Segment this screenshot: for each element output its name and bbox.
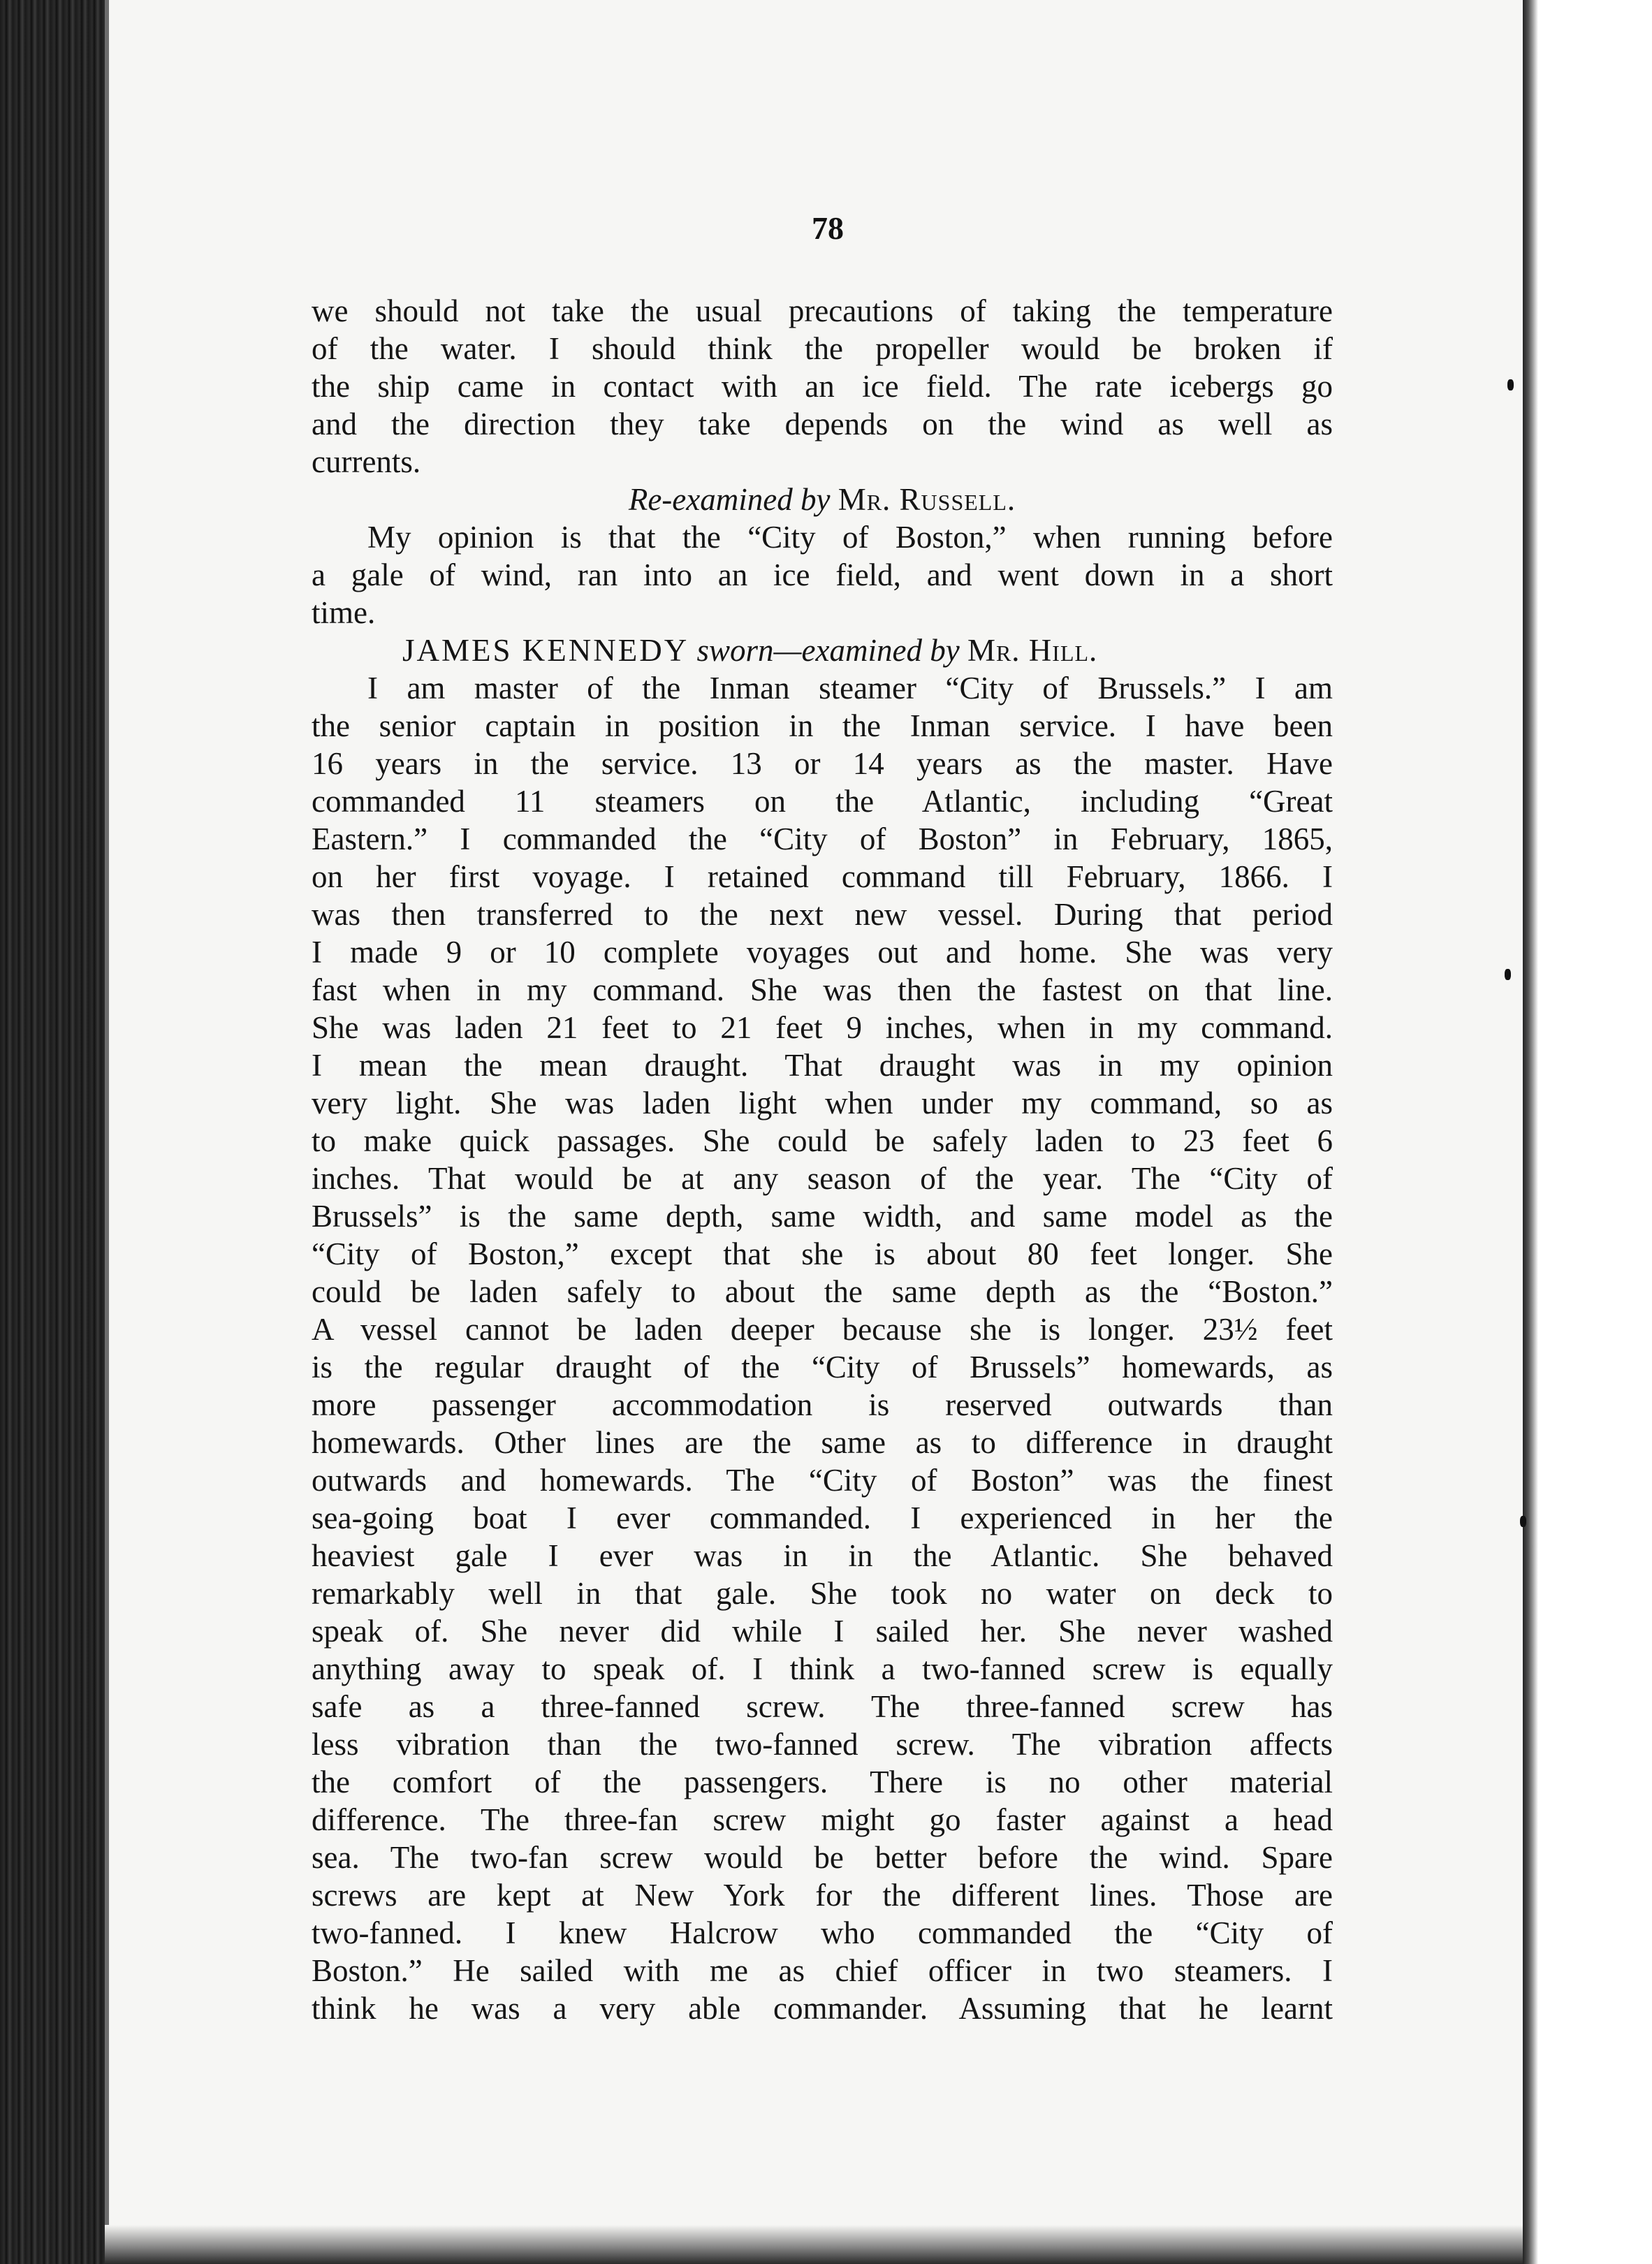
book-binding-gutter: [0, 0, 105, 2264]
text-line: safe as a three-fanned screw. The three-fanned screw has: [312, 1689, 1333, 1724]
text-line: on her first voyage. I retained command till February, 1866. I: [312, 859, 1333, 894]
text-line: the senior captain in position in the Inman service. I have been: [312, 708, 1333, 743]
witness-name: JAMES KENNEDY: [402, 633, 689, 668]
text-line: outwards and homewards. The “City of Boston” was the finest: [312, 1463, 1333, 1498]
margin-mark: [1520, 1516, 1526, 1527]
margin-mark: [1507, 379, 1514, 390]
text-line: two-fanned. I knew Halcrow who commanded the “City of: [312, 1915, 1333, 1950]
text-line: more passenger accommodation is reserved outwards than: [312, 1387, 1333, 1422]
text-line: My opinion is that the “City of Boston,” when running before: [367, 520, 1333, 555]
text-line: remarkably well in that gale. She took no water on deck to: [312, 1576, 1333, 1611]
text-line: inches. That would be at any season of the year. The “City of: [312, 1161, 1333, 1196]
text-line: “City of Boston,” except that she is about 80 feet longer. She: [312, 1236, 1333, 1271]
text-line: to make quick passages. She could be safely laden to 23 feet 6: [312, 1123, 1333, 1158]
margin-mark: [1505, 969, 1511, 980]
text-line: She was laden 21 feet to 21 feet 9 inches, when in my command.: [312, 1010, 1333, 1045]
text-line: could be laden safely to about the same depth as the “Boston.”: [312, 1274, 1333, 1309]
text-line: A vessel cannot be laden deeper because she is longer. 23½ feet: [312, 1312, 1333, 1347]
text-line: fast when in my command. She was then the fastest on that line.: [312, 972, 1333, 1007]
text-line: was then transferred to the next new vessel. During that period: [312, 897, 1333, 932]
text-line: of the water. I should think the propeller would be broken if: [312, 331, 1333, 366]
text-line: think he was a very able commander. Assuming that he learnt: [312, 1991, 1333, 2026]
examiner-name: Mr. Hill.: [967, 633, 1098, 668]
paragraph-kennedy-testimony: [312, 669, 1333, 2027]
text-line: and the direction they take depends on the wind as well as: [312, 407, 1333, 441]
text-line: a gale of wind, ran into an ice field, and went down in a short: [312, 557, 1333, 592]
text-line: is the regular draught of the “City of Brussels” homewards, as: [312, 1350, 1333, 1385]
text-line: time.: [312, 595, 376, 630]
text-line: sea-going boat I ever commanded. I experienced in her the: [312, 1500, 1333, 1535]
text-line: Eastern.” I commanded the “City of Boston” in February, 1865,: [312, 821, 1333, 856]
text-line: very light. She was laden light when under my command, so as: [312, 1086, 1333, 1120]
paragraph-testimony-continued: [312, 292, 1333, 481]
text-line: homewards. Other lines are the same as to difference in draught: [312, 1425, 1333, 1460]
text-line: 16 years in the service. 13 or 14 years as the master. Have: [312, 746, 1333, 781]
heading-italic-text: sworn—examined by: [696, 633, 960, 668]
section-heading-reexamined: [312, 481, 1333, 518]
text-line: screws are kept at New York for the different lines. Those are: [312, 1878, 1333, 1913]
text-line: the ship came in contact with an ice field. The rate icebergs go: [312, 369, 1333, 404]
paragraph-opinion: [312, 518, 1333, 631]
body-text: [312, 292, 1333, 2027]
text-line: speak of. She never did while I sailed her. She never washed: [312, 1614, 1333, 1649]
text-line: Boston.” He sailed with me as chief officer in two steamers. I: [312, 1953, 1333, 1988]
text-line: commanded 11 steamers on the Atlantic, including “Great: [312, 784, 1333, 819]
text-line: less vibration than the two-fanned screw. The vibration affects: [312, 1727, 1333, 1762]
text-line: Brussels” is the same depth, same width, and same model as the: [312, 1199, 1333, 1234]
text-line: I mean the mean draught. That draught was in my opinion: [312, 1048, 1333, 1083]
text-line: currents.: [312, 444, 421, 479]
text-line: I am master of the Inman steamer “City of Brussels.” I am: [367, 671, 1333, 706]
page-bottom-shadow: [105, 2225, 1523, 2264]
text-line: we should not take the usual precautions of taking the temperature: [312, 293, 1333, 328]
text-line: sea. The two-fan screw would be better before the wind. Spare: [312, 1840, 1333, 1875]
text-line: difference. The three-fan screw might go faster against a head: [312, 1802, 1333, 1837]
text-line: heaviest gale I ever was in in the Atlantic. She behaved: [312, 1538, 1333, 1573]
page-right-edge: [1523, 0, 1652, 2264]
page-number: 78: [812, 210, 844, 246]
examiner-name: Mr. Russell.: [838, 482, 1016, 517]
text-line: the comfort of the passengers. There is no other material: [312, 1765, 1333, 1799]
section-heading-witness: [312, 631, 1333, 669]
heading-italic-text: Re-examined by: [628, 482, 831, 517]
text-line: I made 9 or 10 complete voyages out and home. She was very: [312, 935, 1333, 970]
text-line: anything away to speak of. I think a two-fanned screw is equally: [312, 1651, 1333, 1686]
